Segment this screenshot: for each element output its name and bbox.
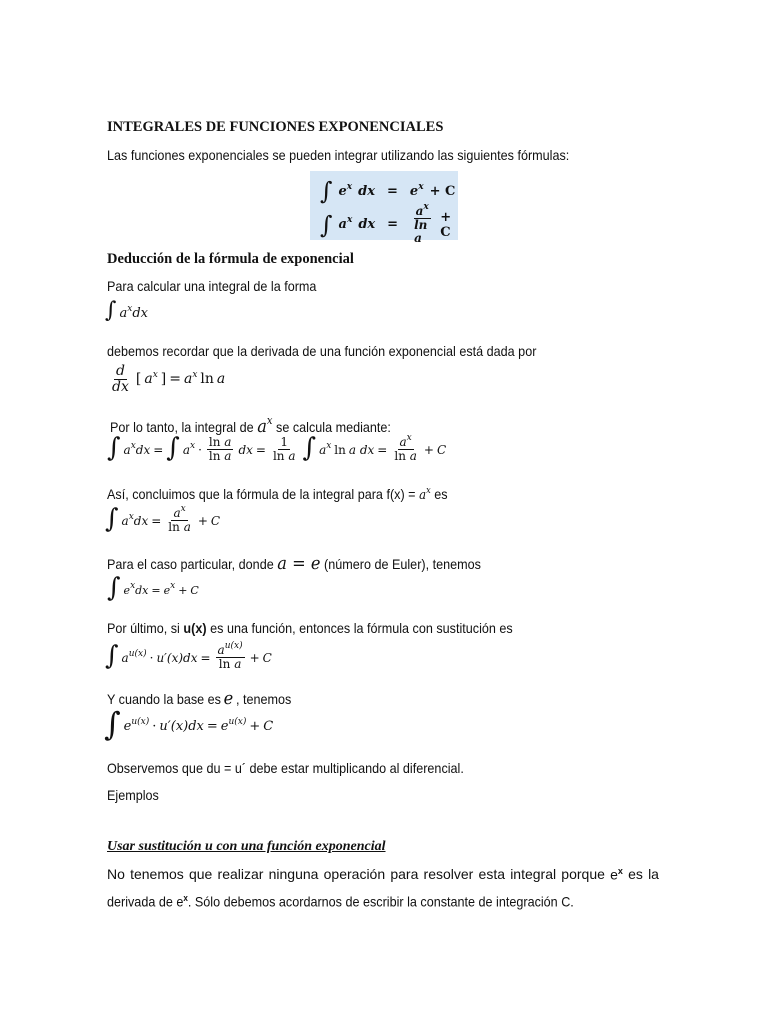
math-integral-result: ∫ $a^xdx$ = $\frac{a^x}{\text{ln a}}$ + C (105, 503, 221, 535)
paragraph-derivative: debemos recordar que la derivada de una función exponencial está dada por (107, 343, 537, 359)
section-heading-deduction: Deducción de la fórmula de exponencial (107, 251, 354, 267)
math-integral-base-e: ∫ $e^{u(x)}$ · u′(x)dx = $e^{u(x)}$ + C (104, 705, 274, 743)
math-derivative: $\frac{d}{dx}$ [ $a^x$ ] = $a^x$ ln a (112, 363, 226, 395)
paragraph-form: Para calcular una integral de la forma (107, 278, 317, 294)
math-integral-substitution: ∫ $a^{u(x)}$ · u′(x)dx = $\frac{a^{u(x)}}{\text{ln a}}$ + C (105, 640, 272, 672)
paragraph-euler-case: Para el caso particular, donde a = e (número de Euler), tenemos (107, 553, 481, 574)
paragraph-conclusion: Así, concluimos que la fórmula de la integral para f(x) = $a^x$ es (107, 486, 448, 503)
paragraph-examples: Ejemplos (107, 787, 159, 803)
paragraph-example-line1: No tenemos que realizar ninguna operación para resolver esta integral porque $e^x$ es la (107, 866, 659, 883)
integral-sign-icon: ∫ (320, 177, 333, 205)
paragraph-integral-of: Por lo tanto, la integral de $a^x$ se calcula mediante: (110, 414, 391, 437)
paragraph-observation: Observemos que du = u´ debe estar multiplicando al diferencial. (107, 760, 464, 776)
page-title: INTEGRALES DE FUNCIONES EXPONENCIALES (107, 119, 444, 135)
formula-exp-a: ∫ $a^x$ dx = $\frac{a^x}{\text{ln a}}$ + C (320, 202, 452, 246)
math-integral-derivation: ∫ $a^xdx$ = ∫ $a^x$ · $\frac{\text{ln a}}{\text{ln a}}$ dx = $\frac{1}{\text{ln a}}$ ∫ $a^x$ ln a dx = $\frac{a^x}{\text{ln a}}$ + C (107, 432, 447, 464)
math-integral-euler: ∫ $e^xdx$ = $e^x$ + C (107, 573, 199, 603)
math-integral-form: ∫ $a^xdx$ (105, 298, 148, 323)
paragraph-substitution: Por último, si u(x) es una función, entonces la fórmula con sustitución es (107, 620, 513, 636)
intro-paragraph: Las funciones exponenciales se pueden integrar utilizando las siguientes fórmulas: (107, 147, 570, 163)
paragraph-example-line2: derivada de $e^x$. Sólo debemos acordarnos de escribir la constante de integración C. (107, 893, 574, 910)
formula-box (310, 171, 458, 246)
integral-sign-icon: ∫ (320, 210, 333, 239)
paragraph-base-e: Y cuando la base es e , tenemos (107, 688, 292, 709)
formula-exp-e: ∫ $e^x$ dx = $e^x$ + C (320, 177, 456, 205)
section-heading-substitution: Usar sustitución u con una función exponencial (107, 839, 386, 854)
